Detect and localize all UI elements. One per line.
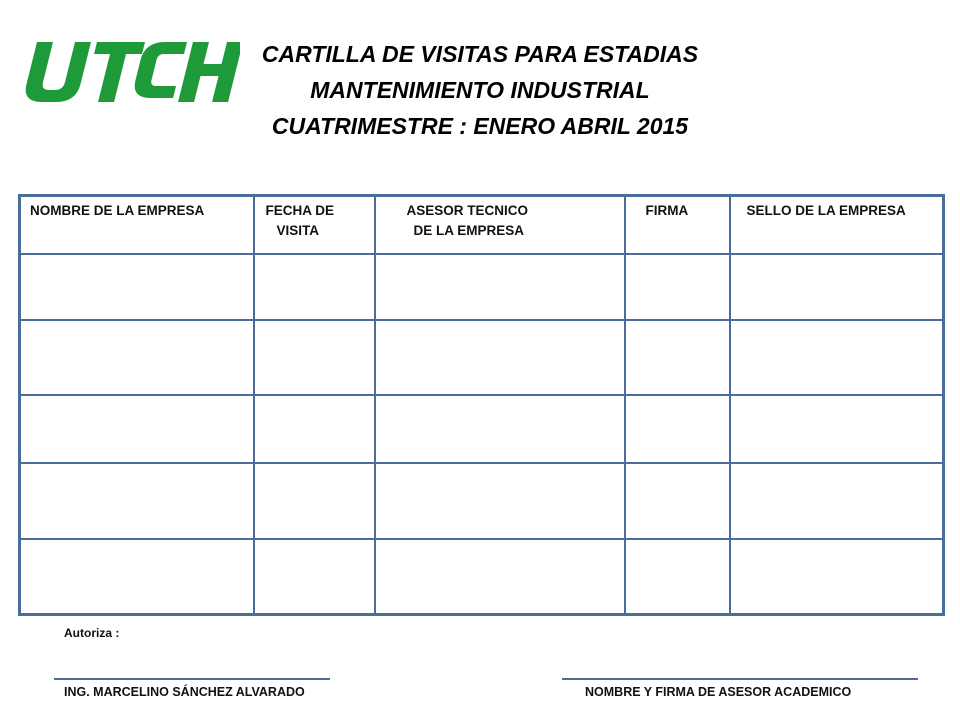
cell-signature[interactable] [625, 539, 730, 614]
left-signature-name: ING. MARCELINO SÁNCHEZ ALVARADO [64, 685, 305, 699]
table-row [20, 539, 944, 614]
table-row [20, 320, 944, 395]
header-technical-advisor-line1: ASESOR TECNICO [406, 203, 529, 218]
header-visit-date-line1: FECHA DE [265, 203, 335, 218]
left-signature-line [54, 678, 330, 680]
cell-visit-date[interactable] [254, 254, 375, 320]
utch-logo-graphic [16, 38, 240, 108]
table-row [20, 395, 944, 463]
cell-visit-date[interactable] [254, 395, 375, 463]
cell-signature[interactable] [625, 320, 730, 395]
cell-technical-advisor[interactable] [375, 463, 625, 539]
cell-company-stamp[interactable] [730, 463, 944, 539]
authorize-label: Autoriza : [64, 626, 120, 640]
table-header-row [20, 196, 944, 255]
table-row [20, 254, 944, 320]
cell-company-name[interactable] [20, 254, 254, 320]
header-visit-date [254, 196, 375, 255]
visits-table [18, 194, 945, 616]
header-technical-advisor [375, 196, 625, 255]
cell-technical-advisor[interactable] [375, 539, 625, 614]
utch-logo [16, 38, 240, 108]
cell-technical-advisor[interactable] [375, 395, 625, 463]
cell-company-stamp[interactable] [730, 539, 944, 614]
cell-company-stamp[interactable] [730, 395, 944, 463]
header-visit-date-line2: VISITA [276, 223, 320, 238]
header-company-name [20, 196, 254, 255]
cell-company-name[interactable] [20, 320, 254, 395]
cell-company-name[interactable] [20, 395, 254, 463]
cell-visit-date[interactable] [254, 539, 375, 614]
header-technical-advisor-line2: DE LA EMPRESA [413, 223, 525, 238]
cell-visit-date[interactable] [254, 320, 375, 395]
table-row [20, 463, 944, 539]
cell-company-stamp[interactable] [730, 320, 944, 395]
title-line-3: CUATRIMESTRE : ENERO ABRIL 2015 [271, 113, 689, 139]
cell-visit-date[interactable] [254, 463, 375, 539]
cell-signature[interactable] [625, 463, 730, 539]
title-line-2: MANTENIMIENTO INDUSTRIAL [310, 77, 650, 103]
cell-signature[interactable] [625, 395, 730, 463]
cell-signature[interactable] [625, 254, 730, 320]
right-signature-line [562, 678, 918, 680]
cell-technical-advisor[interactable] [375, 254, 625, 320]
cell-company-name[interactable] [20, 463, 254, 539]
cell-company-stamp[interactable] [730, 254, 944, 320]
header-company-stamp-text: SELLO DE LA EMPRESA [746, 203, 906, 218]
header-company-stamp [730, 196, 944, 255]
header-signature-text: FIRMA [645, 203, 689, 218]
title-line-1: CARTILLA DE VISITAS PARA ESTADIAS [261, 41, 699, 67]
cell-technical-advisor[interactable] [375, 320, 625, 395]
header-company-name-text: NOMBRE DE LA EMPRESA [30, 203, 205, 218]
header-signature [625, 196, 730, 255]
right-signature-caption: NOMBRE Y FIRMA DE ASESOR ACADEMICO [585, 685, 852, 699]
cell-company-name[interactable] [20, 539, 254, 614]
